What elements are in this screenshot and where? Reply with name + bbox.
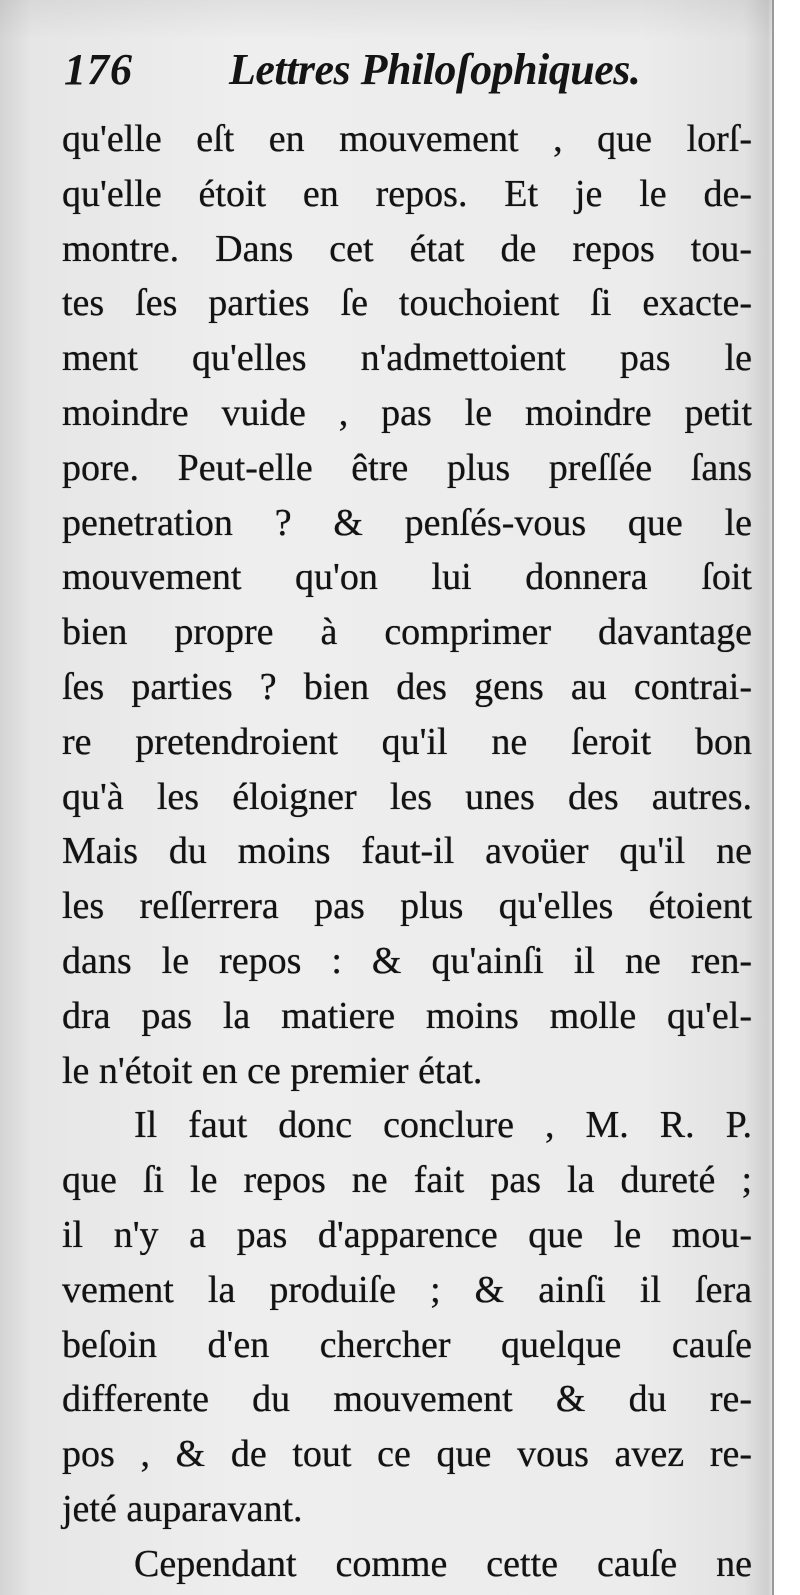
text-line: ſes parties ? bien des gens au contrai- bbox=[62, 665, 752, 708]
text-line: dans le repos : & qu'ainſi il ne ren- bbox=[62, 939, 752, 982]
text-line: qu'elle étoit en repos. Et je le de- bbox=[62, 172, 752, 215]
text-line: differente du mouvement & du re- bbox=[62, 1378, 752, 1421]
text-line: beſoin d'en chercher quelque cauſe bbox=[62, 1323, 752, 1366]
text-line-paragraph-end: le n'étoit en ce premier état. bbox=[62, 1049, 483, 1092]
text-line: re pretendroient qu'il ne ſeroit bon bbox=[62, 720, 752, 763]
text-line: ment qu'elles n'admettoient pas le bbox=[62, 337, 752, 380]
text-line: il n'y a pas d'apparence que le mou- bbox=[62, 1213, 752, 1256]
page-right-edge bbox=[772, 0, 800, 1595]
text-line: vement la produiſe ; & ainſi il ſera bbox=[62, 1268, 752, 1311]
page-top-shadow bbox=[0, 0, 780, 40]
text-line-paragraph-end: jeté auparavant. bbox=[62, 1487, 303, 1530]
text-line-paragraph-start: Cependant comme cette cauſe ne bbox=[134, 1542, 752, 1585]
text-line: penetration ? & penſés-vous que le bbox=[62, 501, 752, 544]
text-line-paragraph-start: Il faut donc conclure , M. R. P. bbox=[134, 1104, 752, 1147]
text-line: dra pas la matiere moins molle qu'el- bbox=[62, 994, 752, 1037]
text-line: qu'à les éloigner les unes des autres. bbox=[62, 775, 752, 818]
text-line: mouvement qu'on lui donnera ſoit bbox=[62, 556, 752, 599]
text-line: bien propre à comprimer davantage bbox=[62, 611, 752, 654]
page-header bbox=[64, 44, 764, 104]
text-line: montre. Dans cet état de repos tou- bbox=[62, 227, 752, 270]
text-line: les reſſerrera pas plus qu'elles étoient bbox=[62, 885, 752, 928]
text-line: pore. Peut-elle être plus preſſée ſans bbox=[62, 446, 752, 489]
text-line: Mais du moins faut-il avoüer qu'il ne bbox=[62, 830, 752, 873]
text-line: que ſi le repos ne fait pas la dureté ; bbox=[62, 1159, 752, 1202]
text-line: qu'elle eſt en mouvement , que lorſ- bbox=[62, 118, 752, 160]
body-text bbox=[62, 112, 752, 1592]
text-line: tes ſes parties ſe touchoient ſi exacte- bbox=[62, 282, 752, 325]
page-number: 176 bbox=[64, 45, 133, 94]
text-line: moindre vuide , pas le moindre petit bbox=[62, 391, 752, 434]
text-line: pos , & de tout ce que vous avez re- bbox=[62, 1433, 752, 1476]
running-title: Lettres Philoſophiques. bbox=[229, 45, 641, 94]
